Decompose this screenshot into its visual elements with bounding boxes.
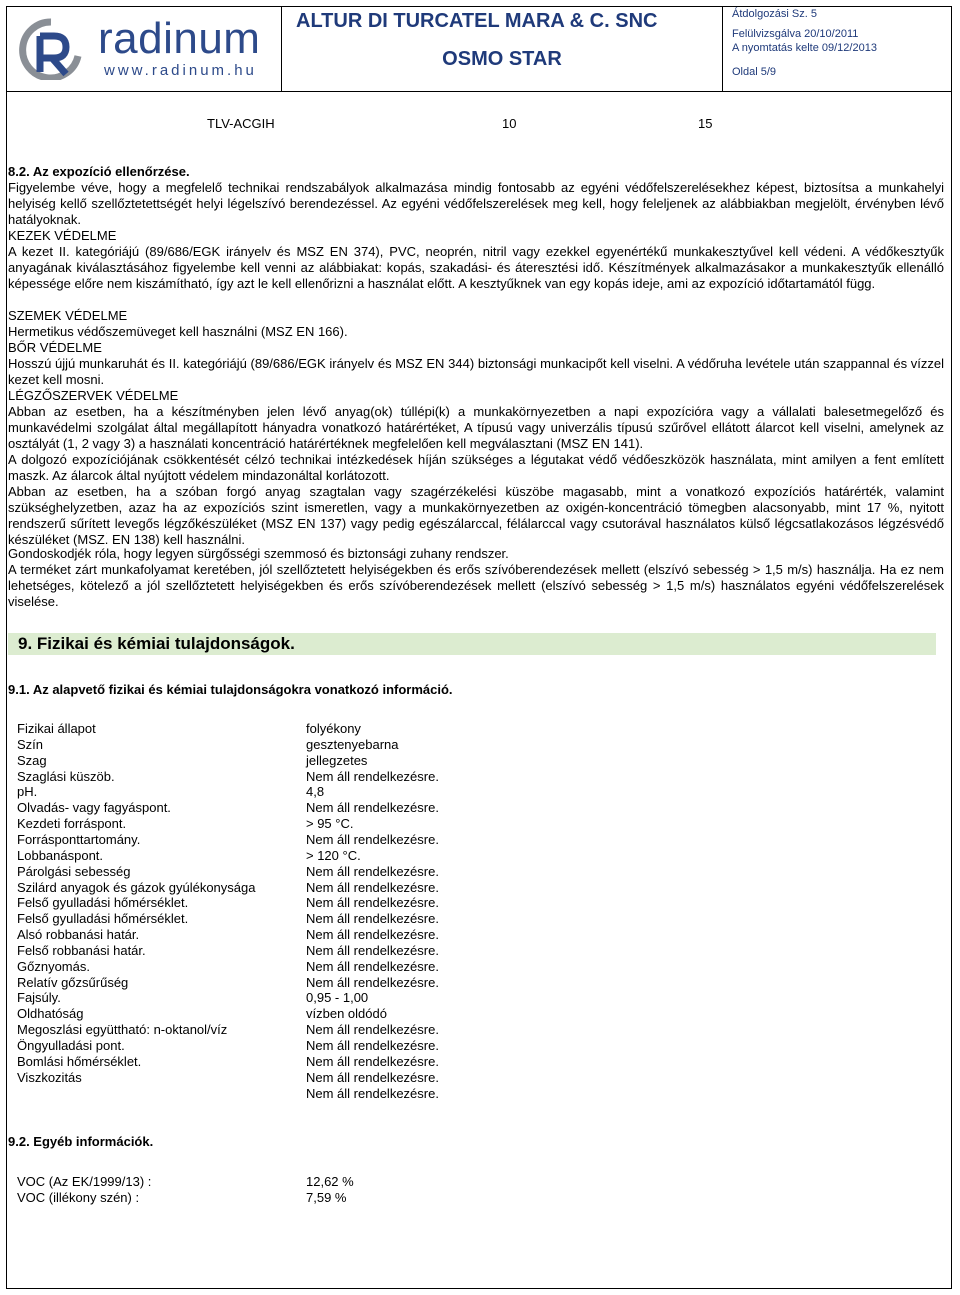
skin-protection-text: Hosszú újjú munkaruhát és II. kategóriájú (89/686/EGK irányelv és MSZ EN 344) biztonsági munkacipőt kell viselni. A védőruha levétele után szappannal és vízzel kezet kell mosni. [8, 356, 944, 387]
property-name: Felső gyulladási hőmérséklet. [17, 911, 189, 926]
document-header [6, 6, 952, 92]
tlv-value-1: 10 [502, 116, 517, 131]
company-cell [282, 6, 723, 91]
property-value: gesztenyebarna [306, 737, 399, 752]
property-value: Nem áll rendelkezésre. [306, 1054, 439, 1069]
property-value: 4,8 [306, 784, 325, 799]
property-name: Forrásponttartomány. [17, 832, 141, 847]
section-9-title: 9. Fizikai és kémiai tulajdonságok. [18, 634, 295, 653]
property-value: 0,95 - 1,00 [306, 990, 369, 1005]
property-value: Nem áll rendelkezésre. [306, 832, 439, 847]
property-name: Lobbanáspont. [17, 848, 104, 863]
revision-number: Átdolgozási Sz. 5 [732, 8, 817, 20]
property-name: Megoszlási együttható: n-oktanol/víz [17, 1022, 228, 1037]
property-value: Nem áll rendelkezésre. [306, 959, 439, 974]
meta-cell [726, 6, 950, 91]
tlv-value-2: 15 [698, 116, 713, 131]
eye-protection-heading: SZEMEK VÉDELME [8, 308, 128, 323]
property-value: Nem áll rendelkezésre. [306, 975, 439, 990]
property-name: Viszkozitás [17, 1070, 82, 1085]
skin-protection-heading: BŐR VÉDELME [8, 340, 102, 355]
property-name: Gőznyomás. [17, 959, 90, 974]
property-value: jellegzetes [306, 753, 368, 768]
property-value: Nem áll rendelkezésre. [306, 1070, 439, 1085]
property-name: Oldhatóság [17, 1006, 84, 1021]
property-value: Nem áll rendelkezésre. [306, 800, 439, 815]
section-9-2-title: 9.2. Egyéb információk. [8, 1134, 154, 1149]
property-value: Nem áll rendelkezésre. [306, 769, 439, 784]
property-value: folyékony [306, 721, 361, 736]
property-name: Szín [17, 737, 44, 752]
property-name: Szag [17, 753, 47, 768]
property-value: Nem áll rendelkezésre. [306, 1086, 439, 1101]
print-date: A nyomtatás kelte 09/12/2013 [732, 42, 877, 54]
review-date: Felülvizsgálva 20/10/2011 [732, 28, 859, 40]
property-name: Bomlási hőmérséklet. [17, 1054, 142, 1069]
logo-wordmark: radinum [98, 14, 261, 63]
company-name: ALTUR DI TURCATEL MARA & C. SNC [296, 10, 658, 32]
product-name: OSMO STAR [442, 48, 562, 70]
logo-url: www.radinum.hu [104, 62, 257, 79]
respiratory-text-4: Gondoskodjék róla, hogy legyen sürgősségi szemmosó és biztonsági zuhany rendszer. [8, 546, 509, 561]
logo-cell [6, 6, 282, 91]
property-name: pH. [17, 784, 38, 799]
page-number: Oldal 5/9 [732, 66, 777, 78]
property-value: Nem áll rendelkezésre. [306, 895, 439, 910]
voc-value: 7,59 % [306, 1190, 347, 1205]
section-8-2-title: 8.2. Az expozíció ellenőrzése. [8, 164, 190, 179]
respiratory-text-5: A terméket zárt munkafolyamat keretében, jól szellőztetett helyiségekben és erős szívóberendezések mellett (elszívó sebesség > 1,5 m/s) használja. Ha ez nem lehetséges, kötelező a jól szellőztetett helyiségekben és erős szívóberendezések mellett (elszívó sebesség > 1,5 m/s) használatos egyéni védőfelszerelések viselése. [8, 562, 944, 609]
property-name: Felső gyulladási hőmérséklet. [17, 895, 189, 910]
property-value: Nem áll rendelkezésre. [306, 880, 439, 895]
property-name: Fajsúly. [17, 990, 61, 1005]
hand-protection-heading: KEZEK VÉDELME [8, 228, 117, 243]
respiratory-text-1: Abban az esetben, ha a készítményben jelen lévő anyag(ok) túllépi(k) a munkakörnyezetben a napi expozícióra vagy a vállalati balesetmegelőző és munkavédelmi szolgálat által megállapított hányadra vonatkozó határértéket, A típusú vagy univerzális típusú szűrővel ellátott álarcot kell viselni, amelynek az osztályát (1, 2 vagy 3) a használati koncentráció határértéknek megfelelően kell megválasztani (MSZ EN 141). [8, 404, 944, 451]
property-value: Nem áll rendelkezésre. [306, 1038, 439, 1053]
exposure-paragraph: Figyelembe véve, hogy a megfelelő technikai rendszabályok alkalmazása mindig fontosabb az egyéni védőfelszerelésekhez képest, biztosítsa a munkahelyi helyiség kellő szellőztetettségét helyi légelszívó berendezéssel. Az egyéni védőfelszerelések meg kell, hogy feleljenek az alábbiakban megjelölt, érvényben lévő hatályoknak. [8, 180, 944, 227]
respiratory-text-2: A dolgozó expozíciójának csökkentését célzó technikai intézkedések híján szükséges a légutakat védő védőeszközök használata, mint amilyen a fent említett maszk. Az álarcok által nyújtott védelem mindazonáltal korlátozott. [8, 452, 944, 483]
property-name: Szilárd anyagok és gázok gyúlékonysága [17, 880, 256, 895]
property-name: Szaglási küszöb. [17, 769, 115, 784]
eye-protection-text: Hermetikus védőszemüveget kell használni (MSZ EN 166). [8, 324, 348, 339]
voc-name: VOC (illékony szén) : [17, 1190, 140, 1205]
property-value: Nem áll rendelkezésre. [306, 943, 439, 958]
property-value: Nem áll rendelkezésre. [306, 911, 439, 926]
property-name: Alsó robbanási határ. [17, 927, 140, 942]
property-name: Öngyulladási pont. [17, 1038, 125, 1053]
respiratory-protection-heading: LÉGZŐSZERVEK VÉDELME [8, 388, 179, 403]
radinum-logo-icon [18, 18, 84, 80]
voc-value: 12,62 % [306, 1174, 354, 1189]
tlv-label: TLV-ACGIH [207, 116, 275, 131]
property-value: Nem áll rendelkezésre. [306, 1022, 439, 1037]
hand-protection-text: A kezet II. kategóriájú (89/686/EGK irányelv és MSZ EN 374), PVC, neoprén, nitril vagy ezekkel egyenértékű munkakesztyűvel kell védeni. A védőkesztyűk anyagának kiválasztásához figyelembe kell venni az alábbiakat: kopás, szakadási- és áteresztési idő. Készítmények alkalmazásakor a munkakesztyűk ellenálló képessége előre nem kiszámítható, így azt le kell ellenőrizni a használat előtt. A kesztyűknek van egy kopás ideje, ami az expozíció időtartamától függ. [8, 244, 944, 291]
property-name: Párolgási sebesség [17, 864, 131, 879]
voc-name: VOC (Az EK/1999/13) : [17, 1174, 152, 1189]
property-value: > 95 °C. [306, 816, 354, 831]
property-name: Felső robbanási határ. [17, 943, 146, 958]
respiratory-text-3: Abban az esetben, ha a szóban forgó anyag szagtalan vagy szagérzékelési küszöbe magasabb, mint a vonatkozó expozíciós határérték, valamint szükséghelyzetben, azaz ha az expozíciós szint ismeretlen, vagy a munkakörnyezetben az oxigén-koncentráció tömegben alacsonyabb, mint 17 %, nyitott rendszerű sűrített levegős légzőkészüléket (MSZ EN 137) vagy pedig egészálarccal, félálarccal vagy csutorával használatos külső légcsatlakozásos légzésvédő készüléket (MSZ. EN 138) kell használni. [8, 484, 944, 547]
section-9-1-title: 9.1. Az alapvető fizikai és kémiai tulajdonságokra vonatkozó információ. [8, 682, 453, 697]
property-name: Olvadás- vagy fagyáspont. [17, 800, 171, 815]
property-value: Nem áll rendelkezésre. [306, 864, 439, 879]
property-value: Nem áll rendelkezésre. [306, 927, 439, 942]
property-name: Kezdeti forráspont. [17, 816, 127, 831]
property-value: > 120 °C. [306, 848, 361, 863]
property-name: Relatív gőzsűrűség [17, 975, 129, 990]
property-value: vízben oldódó [306, 1006, 387, 1021]
property-name: Fizikai állapot [17, 721, 96, 736]
